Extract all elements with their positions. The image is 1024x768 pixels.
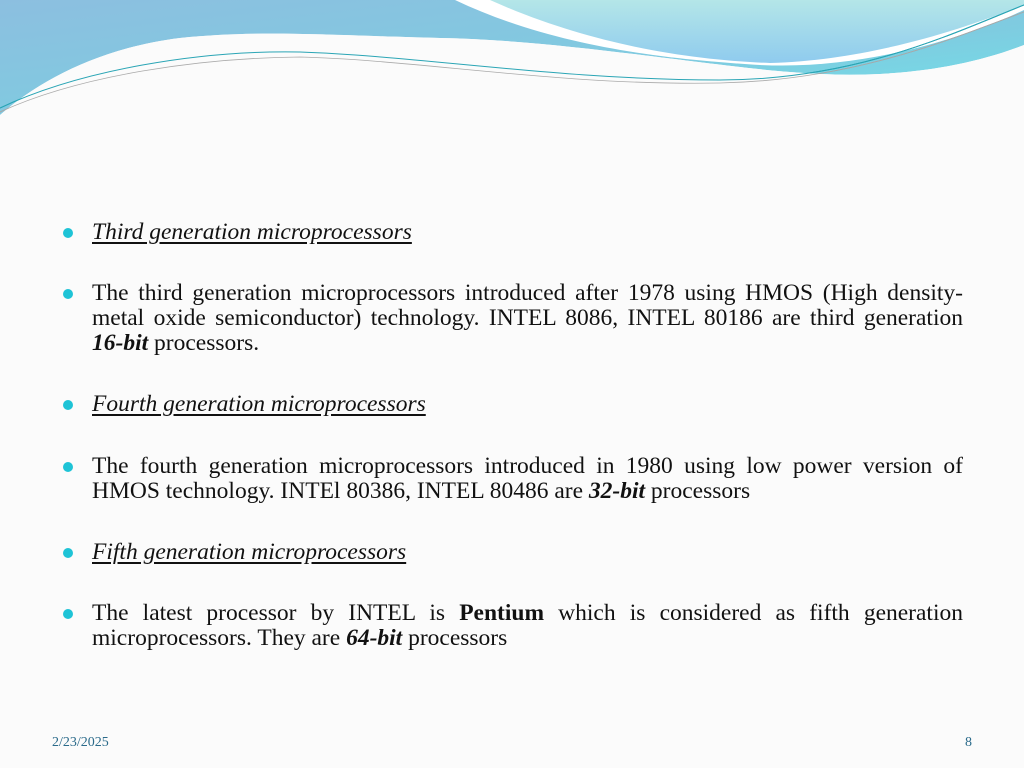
bullet-icon: [63, 548, 73, 558]
bullet-fifth-generation-body: [92, 601, 963, 651]
bullet-heading-fifth-generation: [92, 540, 963, 565]
body-text: The third generation microprocessors introduced after 1978 using HMOS (High density-metal oxide semiconductor) technology. INTEL 8086, INTEL 80186 are third generation: [92, 280, 963, 331]
body-text: The latest processor by INTEL is: [92, 600, 460, 626]
body-text: processors: [645, 478, 751, 504]
bullet-icon: [63, 462, 73, 472]
pentium-emphasis: Pentium: [459, 600, 545, 626]
slide-number: 8: [965, 735, 972, 750]
bit-width-emphasis: 32-bit: [588, 478, 646, 504]
bullet-third-generation-body: [92, 281, 963, 356]
bullet-icon: [63, 400, 73, 410]
bit-width-emphasis: 16-bit: [92, 330, 149, 356]
body-text: processors: [402, 625, 508, 651]
bit-width-emphasis: 64-bit: [346, 625, 403, 651]
heading-text: Fifth generation microprocessors: [92, 539, 407, 565]
bullet-icon: [63, 609, 73, 619]
bullet-heading-fourth-generation: [92, 392, 963, 417]
heading-text: Fourth generation microprocessors: [92, 391, 426, 417]
bullet-icon: [63, 228, 73, 238]
footer-date: 2/23/2025: [52, 735, 109, 750]
heading-text: Third generation microprocessors: [92, 219, 412, 245]
bullet-icon: [63, 289, 73, 299]
body-text: processors.: [148, 330, 260, 356]
body-text: which is considered as fifth generation microprocessors. They are: [92, 600, 963, 651]
bullet-heading-third-generation: [92, 220, 963, 245]
header-wave-decoration: [0, 0, 1024, 130]
bullet-fourth-generation-body: [92, 454, 963, 504]
body-text: The fourth generation microprocessors introduced in 1980 using low power version of HMOS technology. INTEl 80386, INTEL 80486 are: [92, 453, 963, 504]
